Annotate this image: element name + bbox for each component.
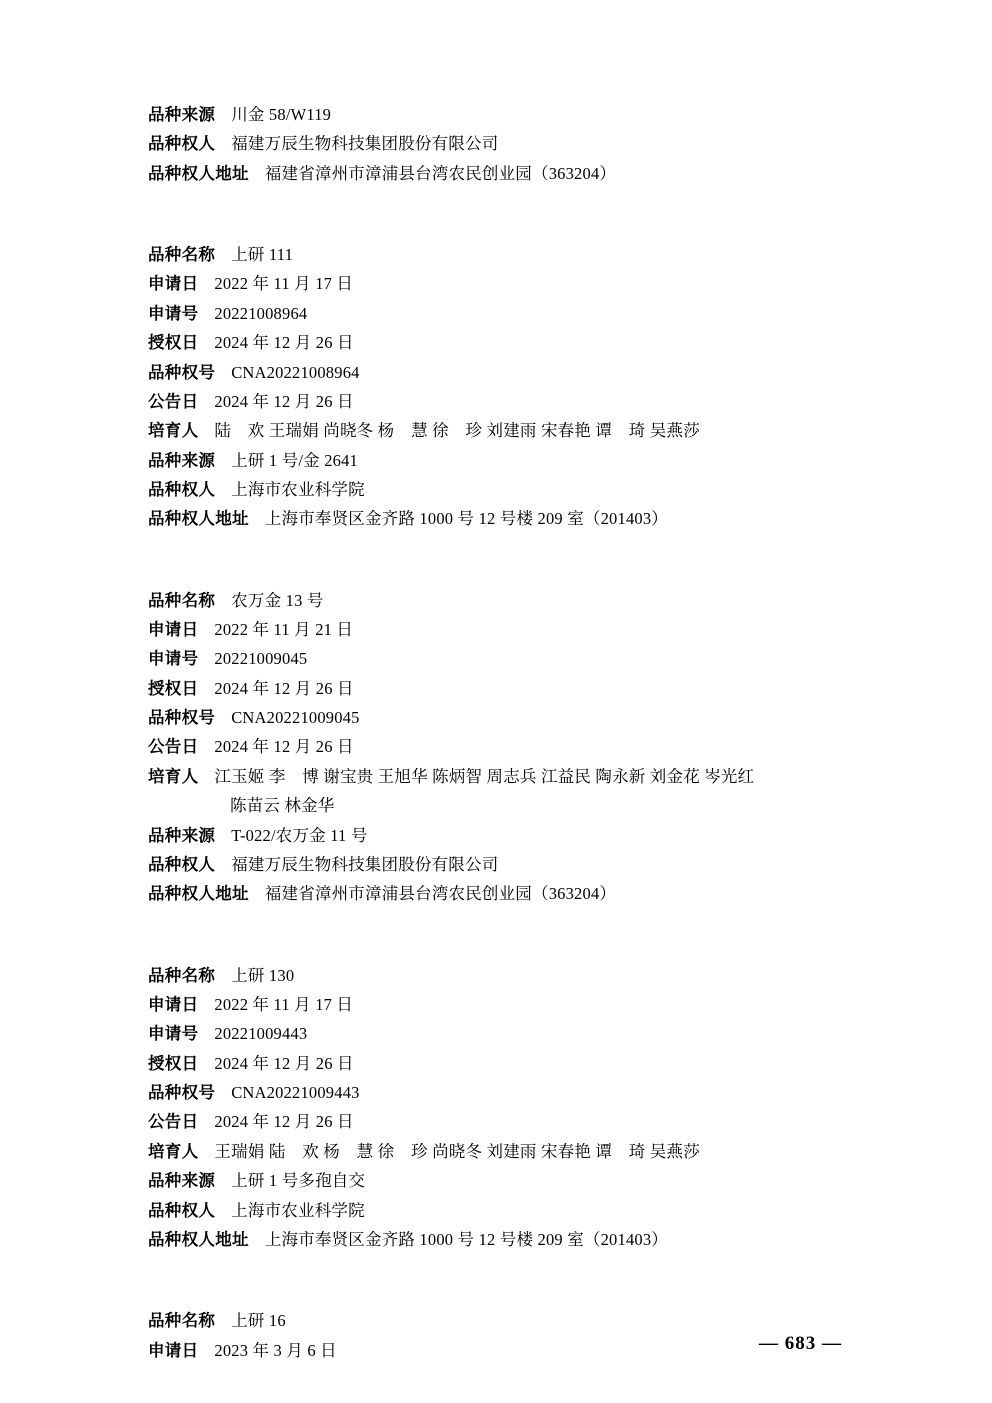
- grant-date-row: [148, 674, 842, 703]
- breeders-label: 培育人: [148, 1141, 199, 1161]
- announcement-date-value: 2024 年 12 月 26 日: [214, 737, 354, 757]
- source-row: [148, 100, 842, 129]
- application-date-row: [148, 990, 842, 1019]
- right-holder-value: 福建万辰生物科技集团股份有限公司: [231, 854, 499, 874]
- holder-address-row: [148, 159, 842, 188]
- variety-entry: [148, 100, 842, 188]
- right-holder-value: 上海市农业科学院: [231, 479, 365, 499]
- grant-date-label: 授权日: [148, 333, 199, 353]
- application-date-value: 2023 年 3 月 6 日: [214, 1340, 337, 1360]
- right-number-label: 品种权号: [148, 1083, 216, 1103]
- breeders-label: 培育人: [148, 421, 199, 441]
- announcement-date-value: 2024 年 12 月 26 日: [214, 391, 354, 411]
- right-holder-row: [148, 850, 842, 879]
- variety-name-row: [148, 240, 842, 269]
- variety-name-value: 上研 111: [231, 245, 294, 265]
- holder-address-label: 品种权人地址: [148, 509, 249, 529]
- holder-address-row: [148, 879, 842, 908]
- application-date-label: 申请日: [148, 994, 199, 1014]
- application-date-label: 申请日: [148, 1340, 199, 1360]
- source-value: 上研 1 号多孢自交: [231, 1171, 366, 1191]
- variety-entry: [148, 586, 842, 909]
- source-label: 品种来源: [148, 1171, 216, 1191]
- source-row: [148, 1166, 842, 1195]
- announcement-date-label: 公告日: [148, 737, 199, 757]
- breeders-value: 江玉姬 李 博 谢宝贵 王旭华 陈炳智 周志兵 江益民 陶永新 刘金花 岑光红: [214, 766, 755, 786]
- variety-entry: [148, 1306, 842, 1365]
- variety-entry: [148, 961, 842, 1255]
- source-label: 品种来源: [148, 825, 216, 845]
- variety-name-row: [148, 961, 842, 990]
- breeders-value-continued: 陈苗云 林金华: [230, 796, 335, 816]
- application-date-row: [148, 615, 842, 644]
- holder-address-value: 福建省漳州市漳浦县台湾农民创业园（363204）: [264, 163, 617, 183]
- holder-address-label: 品种权人地址: [148, 884, 249, 904]
- application-number-value: 20221008964: [214, 303, 308, 323]
- application-number-row: [148, 299, 842, 328]
- breeders-row: [148, 416, 842, 445]
- grant-date-value: 2024 年 12 月 26 日: [214, 678, 354, 698]
- breeders-row: [148, 762, 842, 791]
- breeders-row: [148, 1137, 842, 1166]
- grant-date-row: [148, 1049, 842, 1078]
- application-date-row: [148, 269, 842, 298]
- application-number-label: 申请号: [148, 303, 199, 323]
- source-row: [148, 446, 842, 475]
- announcement-date-label: 公告日: [148, 391, 199, 411]
- right-number-row: [148, 358, 842, 387]
- holder-address-value: 上海市奉贤区金齐路 1000 号 12 号楼 209 室（201403）: [264, 509, 669, 529]
- source-label: 品种来源: [148, 450, 216, 470]
- right-holder-label: 品种权人: [148, 1200, 216, 1220]
- application-date-value: 2022 年 11 月 21 日: [214, 620, 354, 640]
- holder-address-row: [148, 504, 842, 533]
- variety-name-label: 品种名称: [148, 965, 216, 985]
- application-date-value: 2022 年 11 月 17 日: [214, 994, 354, 1014]
- variety-name-value: 上研 16: [231, 1311, 286, 1331]
- right-holder-row: [148, 475, 842, 504]
- right-holder-row: [148, 1196, 842, 1225]
- right-holder-label: 品种权人: [148, 854, 216, 874]
- application-number-row: [148, 1019, 842, 1048]
- source-value: 上研 1 号/金 2641: [231, 450, 359, 470]
- holder-address-value: 福建省漳州市漳浦县台湾农民创业园（363204）: [264, 884, 617, 904]
- right-holder-label: 品种权人: [148, 134, 216, 154]
- application-number-label: 申请号: [148, 1024, 199, 1044]
- grant-date-value: 2024 年 12 月 26 日: [214, 1053, 354, 1073]
- variety-entry: [148, 240, 842, 534]
- holder-address-label: 品种权人地址: [148, 163, 249, 183]
- right-number-label: 品种权号: [148, 708, 216, 728]
- right-number-row: [148, 703, 842, 732]
- variety-name-label: 品种名称: [148, 590, 216, 610]
- right-number-value: CNA20221009443: [231, 1083, 360, 1103]
- variety-name-row: [148, 1306, 842, 1335]
- source-value: 川金 58/W119: [231, 105, 332, 124]
- announcement-date-value: 2024 年 12 月 26 日: [214, 1112, 354, 1132]
- application-date-label: 申请日: [148, 274, 199, 294]
- source-label: 品种来源: [148, 105, 216, 124]
- right-number-value: CNA20221009045: [231, 708, 360, 728]
- variety-name-value: 上研 130: [231, 965, 295, 985]
- application-number-label: 申请号: [148, 649, 199, 669]
- right-number-value: CNA20221008964: [231, 362, 360, 382]
- announcement-date-row: [148, 732, 842, 761]
- right-holder-label: 品种权人: [148, 479, 216, 499]
- right-number-row: [148, 1078, 842, 1107]
- breeders-value: 王瑞娟 陆 欢 杨 慧 徐 珍 尚晓冬 刘建雨 宋春艳 谭 琦 吴燕莎: [214, 1141, 700, 1161]
- variety-name-value: 农万金 13 号: [231, 590, 324, 610]
- announcement-date-row: [148, 1107, 842, 1136]
- right-holder-value: 福建万辰生物科技集团股份有限公司: [231, 134, 499, 154]
- breeders-value: 陆 欢 王瑞娟 尚晓冬 杨 慧 徐 珍 刘建雨 宋春艳 谭 琦 吴燕莎: [214, 421, 700, 441]
- grant-date-label: 授权日: [148, 1053, 199, 1073]
- breeders-label: 培育人: [148, 766, 199, 786]
- application-number-value: 20221009443: [214, 1024, 308, 1044]
- holder-address-value: 上海市奉贤区金齐路 1000 号 12 号楼 209 室（201403）: [264, 1229, 669, 1249]
- application-number-value: 20221009045: [214, 649, 308, 669]
- announcement-date-row: [148, 387, 842, 416]
- holder-address-label: 品种权人地址: [148, 1229, 249, 1249]
- grant-date-label: 授权日: [148, 678, 199, 698]
- right-holder-row: [148, 129, 842, 158]
- application-date-value: 2022 年 11 月 17 日: [214, 274, 354, 294]
- announcement-date-label: 公告日: [148, 1112, 199, 1132]
- page-number: — 683 —: [759, 1333, 842, 1354]
- variety-name-row: [148, 586, 842, 615]
- application-date-row: [148, 1336, 842, 1365]
- right-number-label: 品种权号: [148, 362, 216, 382]
- right-holder-value: 上海市农业科学院: [231, 1200, 365, 1220]
- grant-date-row: [148, 328, 842, 357]
- application-number-row: [148, 644, 842, 673]
- grant-date-value: 2024 年 12 月 26 日: [214, 333, 354, 353]
- variety-name-label: 品种名称: [148, 245, 216, 265]
- source-row: [148, 821, 842, 850]
- holder-address-row: [148, 1225, 842, 1254]
- application-date-label: 申请日: [148, 620, 199, 640]
- source-value: T-022/农万金 11 号: [231, 825, 368, 845]
- variety-name-label: 品种名称: [148, 1311, 216, 1331]
